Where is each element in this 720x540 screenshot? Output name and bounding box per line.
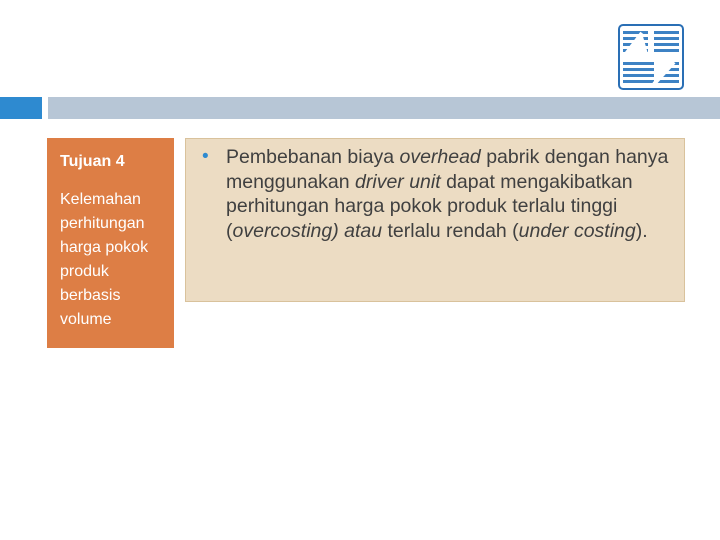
bullet-item (196, 145, 674, 243)
header-accent-bar (0, 97, 42, 119)
content-panel (185, 138, 685, 302)
bullet-text-italic: overcosting) (232, 219, 339, 242)
bullet-text-italic: driver unit (355, 170, 441, 193)
sidebar-body: Kelemahan perhitungan harga pokok produk berbasis volume (60, 191, 149, 328)
bullet-text-italic: atau (344, 219, 383, 242)
bullet-dot-icon: • (202, 146, 209, 167)
bullet-text-segment: dapat mengakibatkan perhitungan harga pokok produk terlalu tinggi ( (226, 170, 633, 242)
sidebar-title: Tujuan 4 (60, 153, 125, 170)
logo-icon (618, 24, 684, 90)
header-divider-bar (48, 97, 720, 119)
bullet-text-segment: Pembebanan biaya (226, 146, 400, 168)
bullet-text-segment: terlalu rendah ( (382, 219, 519, 242)
bullet-text-italic: under costing (518, 219, 636, 242)
bullet-text (226, 146, 668, 242)
bullet-text-italic: overhead (399, 146, 481, 168)
bullet-text-segment: pabrik dengan hanya menggunakan (226, 146, 669, 193)
bullet-text-segment: ). (635, 219, 648, 242)
sidebar-panel (47, 138, 174, 348)
